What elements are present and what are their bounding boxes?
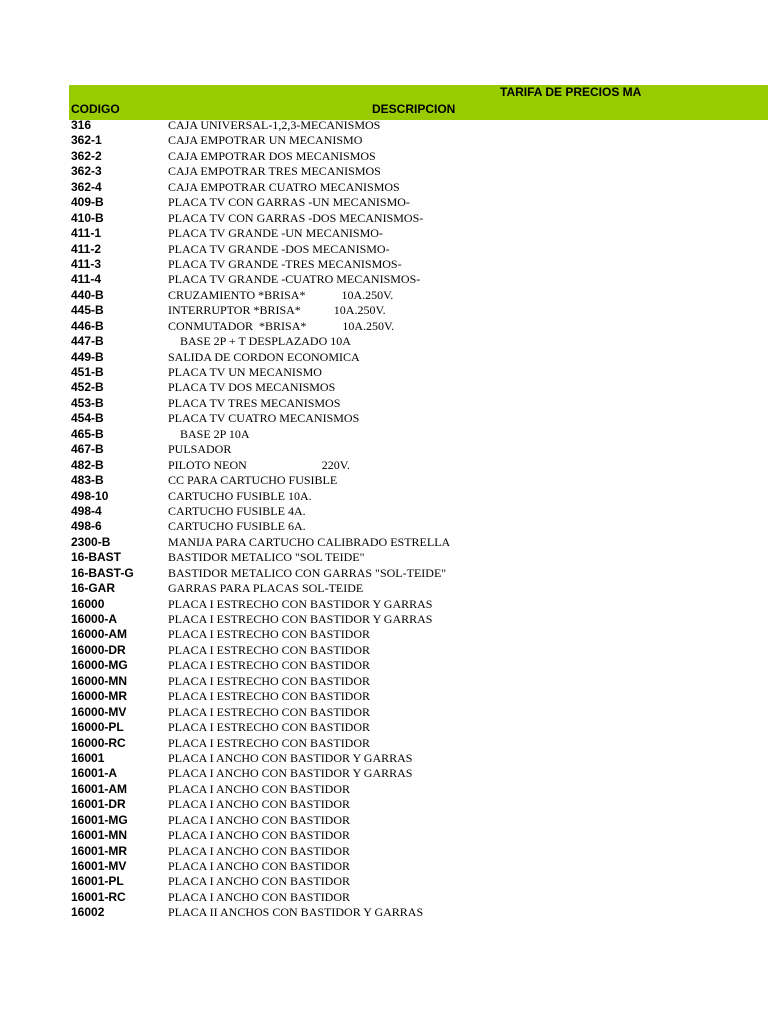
- code-cell[interactable]: 411-1: [71, 226, 102, 241]
- table-row: [0, 242, 768, 257]
- code-cell[interactable]: 16001-MN: [71, 828, 128, 843]
- table-row: [0, 133, 768, 148]
- table-row: [0, 303, 768, 318]
- table-row: [0, 396, 768, 411]
- description-cell[interactable]: CC PARA CARTUCHO FUSIBLE: [168, 473, 338, 488]
- table-row: [0, 288, 768, 303]
- table-row: [0, 828, 768, 843]
- code-cell[interactable]: 411-3: [71, 256, 102, 271]
- table-row: [0, 905, 768, 920]
- table-row: [0, 844, 768, 859]
- code-cell[interactable]: 16002: [71, 905, 105, 920]
- description-cell[interactable]: SALIDA DE CORDON ECONOMICA: [168, 349, 360, 364]
- code-cell[interactable]: 16-BAST-G: [71, 565, 134, 580]
- code-cell[interactable]: 453-B: [71, 395, 104, 410]
- table-row: [0, 334, 768, 349]
- description-cell[interactable]: MANIJA PARA CARTUCHO CALIBRADO ESTRELLA: [168, 534, 451, 549]
- table-row: [0, 211, 768, 226]
- code-cell[interactable]: 16000-RC: [71, 735, 126, 750]
- code-cell[interactable]: 16001-A: [71, 766, 118, 781]
- table-row: [0, 442, 768, 457]
- code-cell[interactable]: 409-B: [71, 195, 104, 210]
- description-cell[interactable]: PLACA I ANCHO CON BASTIDOR: [168, 828, 351, 843]
- description-cell[interactable]: PLACA TV TRES MECANISMOS: [168, 395, 341, 410]
- code-cell[interactable]: 16000-A: [71, 612, 118, 626]
- code-cell[interactable]: 483-B: [71, 473, 104, 488]
- table-row: [0, 195, 768, 210]
- table-row: [0, 180, 768, 195]
- description-cell[interactable]: BASE 2P + T DESPLAZADO 10A: [168, 334, 351, 349]
- table-row: [0, 766, 768, 781]
- description-cell[interactable]: PLACA I ESTRECHO CON BASTIDOR: [168, 658, 371, 673]
- table-row: [0, 427, 768, 442]
- table-row: [0, 319, 768, 334]
- table-row: [0, 164, 768, 179]
- description-cell[interactable]: CAJA EMPOTRAR TRES MECANISMOS: [168, 164, 381, 179]
- code-cell[interactable]: 16-BAST: [71, 550, 122, 565]
- code-cell[interactable]: 498-4: [71, 503, 102, 518]
- table-row: [0, 226, 768, 241]
- description-cell[interactable]: PLACA I ESTRECHO CON BASTIDOR: [168, 627, 371, 642]
- description-cell[interactable]: PLACA TV CUATRO MECANISMOS: [168, 411, 360, 426]
- description-cell[interactable]: PLACA I ANCHO CON BASTIDOR: [168, 797, 351, 812]
- code-cell[interactable]: 445-B: [71, 303, 104, 318]
- table-row: [0, 519, 768, 534]
- description-cell[interactable]: PLACA TV CON GARRAS -UN MECANISMO-: [168, 195, 410, 210]
- table-row: [0, 257, 768, 272]
- description-cell[interactable]: PLACA I ESTRECHO CON BASTIDOR: [168, 673, 371, 688]
- description-cell[interactable]: GARRAS PARA PLACAS SOL-TEIDE: [168, 581, 364, 596]
- table-row: [0, 118, 768, 133]
- table-body: [0, 118, 768, 921]
- code-cell[interactable]: 16000-PL: [71, 720, 124, 735]
- description-cell[interactable]: CARTUCHO FUSIBLE 10A.: [168, 488, 312, 503]
- code-cell[interactable]: 446-B: [71, 318, 104, 333]
- code-cell[interactable]: 16001-MG: [71, 812, 128, 827]
- column-header-descripcion[interactable]: DESCRIPCION: [372, 102, 456, 116]
- description-cell[interactable]: PLACA I ESTRECHO CON BASTIDOR: [168, 735, 371, 750]
- table-row: [0, 550, 768, 565]
- code-cell[interactable]: 16000-DR: [71, 642, 126, 657]
- table-row: [0, 720, 768, 735]
- description-cell[interactable]: CARTUCHO FUSIBLE 6A.: [168, 519, 306, 534]
- description-cell[interactable]: CRUZAMIENTO *BRISA* 10A.250V.: [168, 287, 394, 302]
- table-row: [0, 350, 768, 365]
- code-cell[interactable]: 16-GAR: [71, 581, 116, 596]
- table-row: [0, 674, 768, 689]
- description-cell[interactable]: PLACA I ANCHO CON BASTIDOR: [168, 874, 351, 889]
- description-cell[interactable]: PLACA TV GRANDE -DOS MECANISMO-: [168, 241, 390, 256]
- table-row: [0, 612, 768, 627]
- description-cell[interactable]: PLACA I ANCHO CON BASTIDOR: [168, 812, 351, 827]
- description-cell[interactable]: PLACA TV DOS MECANISMOS: [168, 380, 336, 395]
- code-cell[interactable]: 467-B: [71, 442, 104, 457]
- description-cell[interactable]: PLACA TV GRANDE -CUATRO MECANISMOS-: [168, 272, 421, 287]
- table-row: [0, 782, 768, 797]
- table-row: [0, 627, 768, 642]
- code-cell[interactable]: 498-6: [71, 519, 102, 534]
- description-cell[interactable]: PLACA I ANCHO CON BASTIDOR Y GARRAS: [168, 766, 413, 781]
- description-cell[interactable]: CONMUTADOR *BRISA* 10A.250V.: [168, 318, 395, 333]
- table-row: [0, 658, 768, 673]
- code-cell[interactable]: 16001-PL: [71, 874, 124, 889]
- table-row: [0, 380, 768, 395]
- description-cell[interactable]: PLACA TV GRANDE -UN MECANISMO-: [168, 226, 383, 241]
- description-cell[interactable]: PLACA I ESTRECHO CON BASTIDOR: [168, 642, 371, 657]
- description-cell[interactable]: INTERRUPTOR *BRISA* 10A.250V.: [168, 303, 386, 318]
- description-cell[interactable]: PILOTO NEON 220V.: [168, 457, 350, 472]
- description-cell[interactable]: PLACA I ANCHO CON BASTIDOR: [168, 889, 351, 904]
- table-row: [0, 689, 768, 704]
- table-row: [0, 535, 768, 550]
- description-cell[interactable]: PULSADOR: [168, 442, 232, 457]
- description-cell[interactable]: PLACA I ANCHO CON BASTIDOR: [168, 781, 351, 796]
- code-cell[interactable]: 411-2: [71, 241, 102, 256]
- description-cell[interactable]: CAJA EMPOTRAR UN MECANISMO: [168, 133, 363, 148]
- description-cell[interactable]: PLACA I ANCHO CON BASTIDOR Y GARRAS: [168, 750, 413, 765]
- table-row: [0, 365, 768, 380]
- description-cell[interactable]: PLACA II ANCHOS CON BASTIDOR Y GARRAS: [168, 905, 424, 920]
- table-row: [0, 149, 768, 164]
- code-cell[interactable]: 16001-DR: [71, 797, 126, 812]
- code-cell[interactable]: 451-B: [71, 365, 104, 379]
- code-cell[interactable]: 16000: [71, 596, 105, 611]
- description-cell[interactable]: BASE 2P 10A: [168, 426, 250, 441]
- description-cell[interactable]: PLACA I ESTRECHO CON BASTIDOR Y GARRAS: [168, 596, 433, 611]
- code-cell[interactable]: 452-B: [71, 380, 104, 395]
- code-cell[interactable]: 16001-MR: [71, 843, 128, 858]
- table-row: [0, 751, 768, 766]
- table-row: [0, 272, 768, 287]
- code-cell[interactable]: 465-B: [71, 426, 104, 441]
- code-cell[interactable]: 16001-AM: [71, 781, 128, 796]
- table-row: [0, 581, 768, 596]
- code-cell[interactable]: 16000-MG: [71, 658, 128, 673]
- table-row: [0, 566, 768, 581]
- table-row: [0, 489, 768, 504]
- table-row: [0, 458, 768, 473]
- code-cell[interactable]: 447-B: [71, 334, 104, 349]
- description-cell[interactable]: PLACA TV UN MECANISMO: [168, 365, 322, 379]
- code-cell[interactable]: 16000-AM: [71, 627, 128, 642]
- table-row: [0, 874, 768, 889]
- table-row: [0, 643, 768, 658]
- code-cell[interactable]: 362-4: [71, 179, 102, 194]
- table-row: [0, 504, 768, 519]
- description-cell[interactable]: PLACA I ESTRECHO CON BASTIDOR: [168, 689, 371, 704]
- code-cell[interactable]: 411-4: [71, 272, 102, 287]
- description-cell[interactable]: CAJA EMPOTRAR DOS MECANISMOS: [168, 148, 376, 163]
- code-cell[interactable]: 362-2: [71, 148, 102, 163]
- sheet-title[interactable]: TARIFA DE PRECIOS MA: [500, 85, 642, 99]
- code-cell[interactable]: 410-B: [71, 210, 104, 225]
- column-header-codigo[interactable]: CODIGO: [71, 102, 120, 116]
- code-cell[interactable]: 498-10: [71, 488, 109, 503]
- table-row: [0, 736, 768, 751]
- description-cell[interactable]: PLACA I ANCHO CON BASTIDOR: [168, 859, 351, 873]
- code-cell[interactable]: 440-B: [71, 287, 104, 302]
- description-cell[interactable]: BASTIDOR METALICO "SOL TEIDE": [168, 550, 365, 565]
- code-cell[interactable]: 16001-MV: [71, 859, 127, 873]
- code-cell[interactable]: 362-1: [71, 133, 102, 148]
- code-cell[interactable]: 362-3: [71, 164, 102, 179]
- table-row: [0, 473, 768, 488]
- code-cell[interactable]: 2300-B: [71, 534, 111, 549]
- code-cell[interactable]: 454-B: [71, 411, 104, 426]
- table-row: [0, 813, 768, 828]
- code-cell[interactable]: 316: [71, 118, 92, 132]
- description-cell[interactable]: PLACA I ANCHO CON BASTIDOR: [168, 843, 351, 858]
- code-cell[interactable]: 16000-MR: [71, 689, 128, 704]
- code-cell[interactable]: 482-B: [71, 457, 104, 472]
- table-row: [0, 597, 768, 612]
- description-cell[interactable]: CAJA UNIVERSAL-1,2,3-MECANISMOS: [168, 118, 381, 132]
- code-cell[interactable]: 16000-MN: [71, 673, 128, 688]
- description-cell[interactable]: CAJA EMPOTRAR CUATRO MECANISMOS: [168, 179, 400, 194]
- table-row: [0, 859, 768, 874]
- description-cell[interactable]: PLACA I ESTRECHO CON BASTIDOR Y GARRAS: [168, 612, 433, 626]
- code-cell[interactable]: 16001: [71, 750, 105, 765]
- description-cell[interactable]: BASTIDOR METALICO CON GARRAS "SOL-TEIDE": [168, 565, 447, 580]
- code-cell[interactable]: 16000-MV: [71, 704, 127, 719]
- description-cell[interactable]: PLACA I ESTRECHO CON BASTIDOR: [168, 704, 371, 719]
- code-cell[interactable]: 16001-RC: [71, 889, 126, 904]
- code-cell[interactable]: 449-B: [71, 349, 104, 364]
- description-cell[interactable]: PLACA TV GRANDE -TRES MECANISMOS-: [168, 256, 402, 271]
- description-cell[interactable]: PLACA TV CON GARRAS -DOS MECANISMOS-: [168, 210, 424, 225]
- description-cell[interactable]: CARTUCHO FUSIBLE 4A.: [168, 503, 306, 518]
- table-row: [0, 890, 768, 905]
- table-row: [0, 411, 768, 426]
- table-row: [0, 797, 768, 812]
- table-row: [0, 705, 768, 720]
- description-cell[interactable]: PLACA I ESTRECHO CON BASTIDOR: [168, 720, 371, 735]
